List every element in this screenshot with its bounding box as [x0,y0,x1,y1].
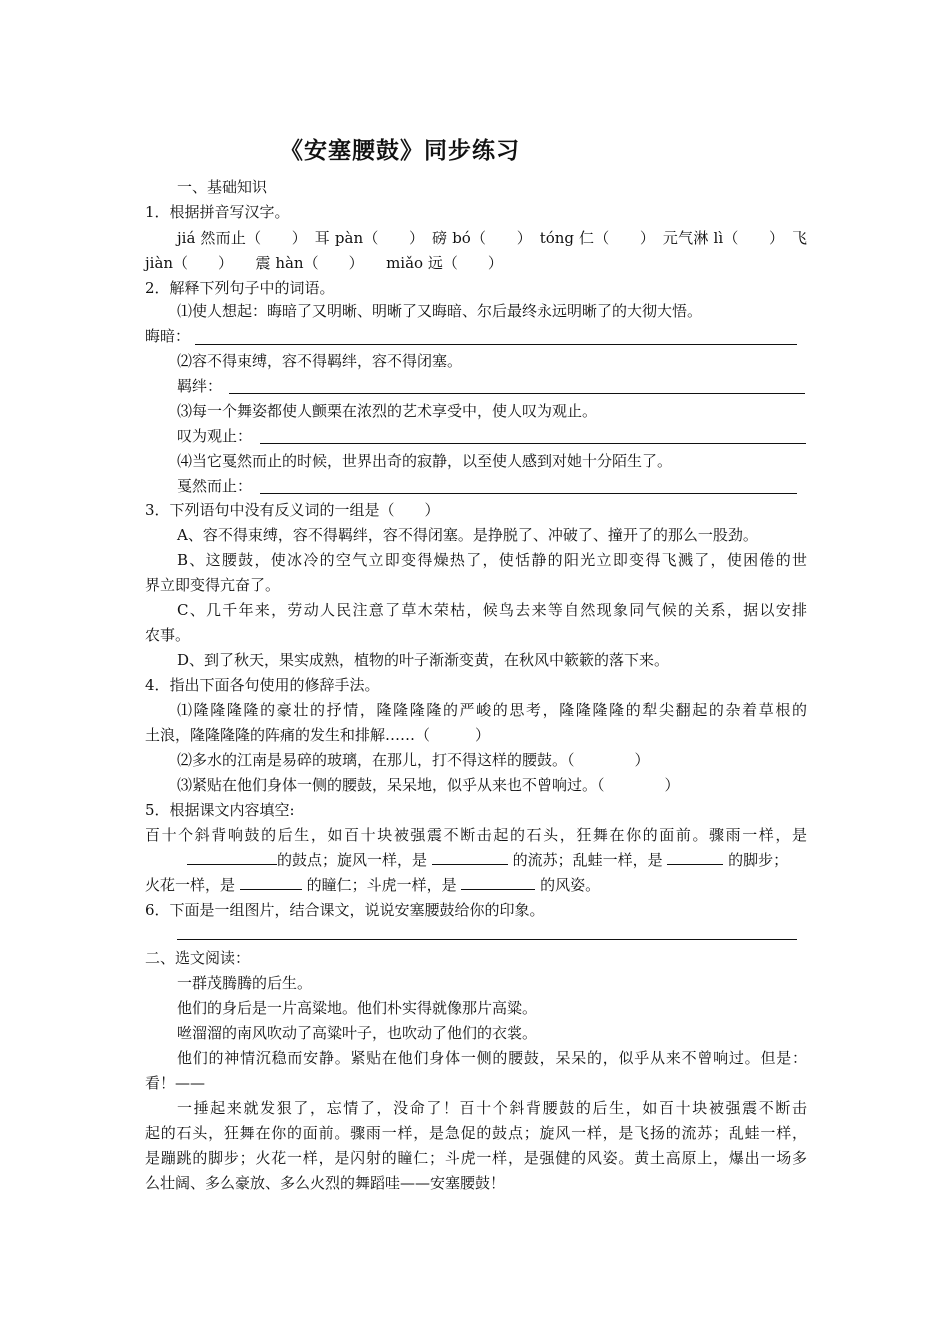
question-2-prompt: 2．解释下列句子中的词语。 [145,279,335,297]
section-heading-reading: 二、选文阅读： [145,949,251,967]
question-4-prompt: 4．指出下面各句使用的修辞手法。 [145,676,380,694]
answer-line [177,939,797,940]
question-5-line-2 [187,850,788,870]
question-4-sentence-2: ⑵多水的江南是易碎的玻璃，在那儿，打不得这样的腰鼓。（ ） [177,751,650,769]
reading-paragraph-5-line-2: 起的石头，狂舞在你的面前。骤雨一样，是急促的鼓点；旋风一样，是飞扬的流苏；乱蛙一样， [145,1124,807,1142]
question-2-word-3-label: 叹为观止： [177,427,253,445]
question-3-option-b-line-2: 界立即变得亢奋了。 [145,576,281,594]
question-3-option-d: D、到了秋天，果实成熟，植物的叶子渐渐变黄，在秋风中簌簌的落下来。 [177,651,670,669]
question-2-word-4-label: 戛然而止： [177,477,253,495]
question-4-sentence-1-line-2: 土浪，隆隆隆隆的阵痛的发生和排解……（ ） [145,726,491,744]
reading-paragraph-5-line-4: 么壮阔、多么豪放、多么火烈的舞蹈哇——安塞腰鼓！ [145,1174,506,1192]
question-3-option-c-line-2: 农事。 [145,626,191,644]
answer-line [229,393,805,394]
question-1-line-1: jiá 然而止（ ） 耳 pàn（ ） 磅 bó（ ） tóng 仁（ ） 元气淋 lì（ ） 飞 [177,229,807,247]
question-1-prompt: 1．根据拼音写汉字。 [145,203,290,221]
reading-paragraph-5-line-1: 一捶起来就发狠了，忘情了，没命了！百十个斜背腰鼓的后生，如百十块被强震不断击 [177,1099,807,1117]
question-2-word-2-label: 羁绊： [177,377,223,395]
fill-blank[interactable] [667,850,723,865]
fill-blank[interactable] [187,850,277,865]
answer-line [260,493,797,494]
reading-paragraph-4-line-1: 他们的神情沉稳而安静。紧贴在他们身体一侧的腰鼓，呆呆的，似乎从来不曾响过。但是： [177,1049,807,1067]
reading-paragraph-1: 一群茂腾腾的后生。 [177,974,313,992]
section-heading-basics: 一、基础知识 [177,178,268,196]
fill-blank[interactable] [461,875,535,890]
answer-line [260,443,806,444]
question-5-text: 的鼓点；旋风一样，是 [277,851,428,869]
question-5-text: 火花一样，是 [145,876,236,894]
question-5-line-3 [145,875,600,895]
question-6-prompt: 6．下面是一组图片，结合课文，说说安塞腰鼓给你的印象。 [145,901,545,919]
question-5-line-1: 百十个斜背响鼓的后生，如百十块被强震不断击起的石头，狂舞在你的面前。骤雨一样，是 [145,826,807,844]
reading-paragraph-3: 咝溜溜的南风吹动了高粱叶子，也吹动了他们的衣裳。 [177,1024,538,1042]
fill-blank[interactable] [240,875,302,890]
question-4-sentence-3: ⑶紧贴在他们身体一侧的腰鼓，呆呆地，似乎从来也不曾响过。（ ） [177,776,680,794]
reading-paragraph-4-line-2: 看！—— [145,1074,206,1092]
question-2-sentence-1: ⑴使人想起：晦暗了又明晰、明晰了又晦暗、尔后最终永远明晰了的大彻大悟。 [177,302,703,320]
question-5-text: 的脚步； [728,851,789,869]
question-5-text: 的瞳仁；斗虎一样，是 [306,876,457,894]
fill-blank[interactable] [432,850,508,865]
question-3-option-c-line-1: C、几千年来，劳动人民注意了草木荣枯，候鸟去来等自然现象同气候的关系，据以安排 [177,601,807,619]
question-2-sentence-4: ⑷当它戛然而止的时候，世界出奇的寂静，以至使人感到对她十分陌生了。 [177,452,673,470]
question-3-prompt: 3．下列语句中没有反义词的一组是（ ） [145,501,440,519]
answer-line [195,344,797,345]
question-5-prompt: 5．根据课文内容填空: [145,801,295,819]
reading-paragraph-2: 他们的身后是一片高粱地。他们朴实得就像那片高粱。 [177,999,538,1017]
question-5-text: 的风姿。 [540,876,601,894]
question-2-sentence-3: ⑶每一个舞姿都使人颤栗在浓烈的艺术享受中，使人叹为观止。 [177,402,598,420]
question-1-line-2: jiàn（ ） 震 hàn（ ） miǎo 远（ ） [145,254,503,272]
question-3-option-a: A、容不得束缚，容不得羁绊，容不得闭塞。是挣脱了、冲破了、撞开了的那么一股劲。 [177,526,758,544]
question-4-sentence-1-line-1: ⑴隆隆隆隆的豪壮的抒情，隆隆隆隆的严峻的思考，隆隆隆隆的犁尖翻起的杂着草根的 [177,701,807,719]
question-2-word-1-label: 晦暗： [145,327,191,345]
question-2-sentence-2: ⑵容不得束缚，容不得羁绊，容不得闭塞。 [177,352,463,370]
question-5-text: 的流苏；乱蛙一样，是 [512,851,663,869]
reading-paragraph-5-line-3: 是蹦跳的脚步；火花一样，是闪射的瞳仁；斗虎一样，是强健的风姿。黄土高原上，爆出一场多 [145,1149,807,1167]
page-title: 《安塞腰鼓》同步练习 [280,138,520,164]
question-3-option-b-line-1: B、这腰鼓，使冰冷的空气立即变得燥热了，使恬静的阳光立即变得飞溅了，使困倦的世 [177,551,807,569]
